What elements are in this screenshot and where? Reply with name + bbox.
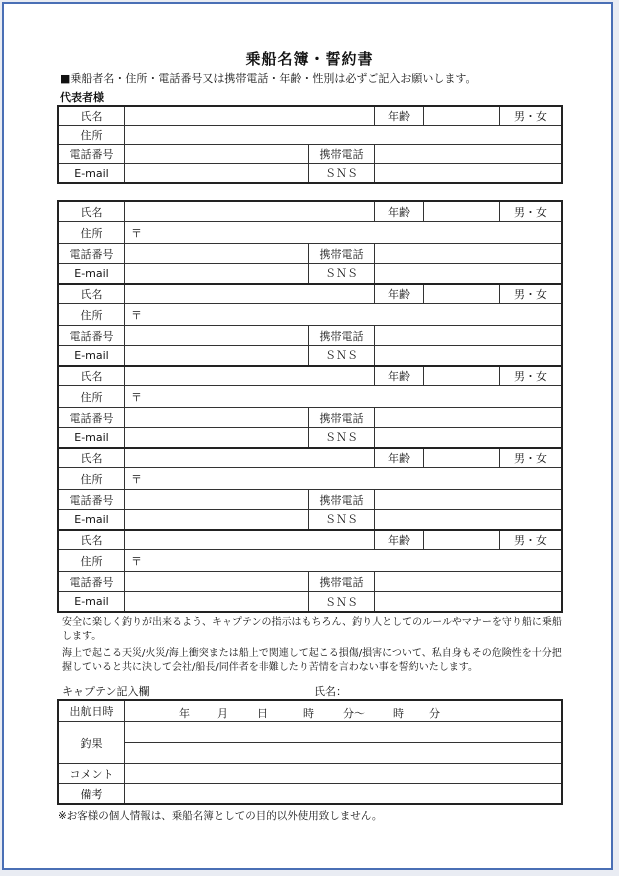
sns-label: ＳＮＳ: [309, 264, 375, 284]
age-label: 年齢: [375, 202, 424, 222]
gender-field[interactable]: 男・女: [500, 530, 562, 550]
passenger-address-row: [59, 386, 562, 408]
catch-field-1[interactable]: [125, 722, 562, 743]
phone-label: 電話番号: [59, 326, 125, 346]
address-field[interactable]: [125, 468, 562, 490]
address-field[interactable]: [125, 222, 562, 244]
sns-label: ＳＮＳ: [309, 346, 375, 366]
sns-field[interactable]: [375, 592, 562, 612]
phone-field[interactable]: [125, 490, 309, 510]
email-field[interactable]: [125, 592, 309, 612]
name-label: 氏名: [59, 202, 125, 222]
mobile-field[interactable]: [375, 244, 562, 264]
address-label: 住所: [59, 550, 125, 572]
age-field[interactable]: [424, 284, 500, 304]
passenger-email-row: [59, 592, 562, 612]
passenger-name-row: [59, 448, 562, 468]
minute-unit-2: 分: [429, 706, 440, 720]
phone-field[interactable]: [125, 572, 309, 592]
captain-table: [58, 700, 562, 804]
passenger-email-row: [59, 428, 562, 448]
email-field[interactable]: [125, 346, 309, 366]
phone-label: 電話番号: [59, 408, 125, 428]
passenger-name-row: [59, 202, 562, 222]
passenger-phone-row: [59, 326, 562, 346]
notice-text: ■乗船者名・住所・電話番号又は携帯電話・年齢・性別は必ずご記入お願いします。: [60, 72, 477, 85]
address-field[interactable]: [125, 386, 562, 408]
name-field[interactable]: [125, 107, 375, 126]
name-field[interactable]: [125, 284, 375, 304]
age-label: 年齢: [375, 448, 424, 468]
sns-label: ＳＮＳ: [309, 592, 375, 612]
address-field[interactable]: [125, 126, 562, 145]
sns-field[interactable]: [375, 510, 562, 530]
address-label: 住所: [59, 222, 125, 244]
mobile-field[interactable]: [375, 408, 562, 428]
catch-label: 釣果: [59, 722, 125, 764]
hour-unit-2: 時: [393, 706, 404, 720]
passenger-address-row: [59, 304, 562, 326]
sns-label: ＳＮＳ: [309, 164, 375, 183]
name-label: 氏名: [59, 284, 125, 304]
remarks-label: 備考: [59, 784, 125, 804]
sns-label: ＳＮＳ: [309, 510, 375, 530]
address-label: 住所: [59, 126, 125, 145]
passenger-phone-row: [59, 572, 562, 592]
email-field[interactable]: [125, 164, 309, 183]
name-label: 氏名: [59, 107, 125, 126]
name-field[interactable]: [125, 366, 375, 386]
passenger-phone-row: [59, 490, 562, 510]
age-label: 年齢: [375, 530, 424, 550]
month-unit: 月: [217, 706, 228, 720]
page-title: 乗船名簿・誓約書: [245, 50, 374, 68]
phone-field[interactable]: [125, 145, 309, 164]
mobile-field[interactable]: [375, 490, 562, 510]
name-label: 氏名: [59, 530, 125, 550]
name-label: 氏名: [59, 366, 125, 386]
phone-label: 電話番号: [59, 490, 125, 510]
gender-field[interactable]: 男・女: [500, 202, 562, 222]
sns-label: ＳＮＳ: [309, 428, 375, 448]
hour-unit-1: 時: [303, 706, 314, 720]
comment-field[interactable]: [125, 764, 562, 784]
representative-label: 代表者様: [60, 91, 104, 104]
postal-mark: 〒: [131, 308, 142, 322]
passenger-address-row: [59, 222, 562, 244]
mobile-label: 携帯電話: [309, 572, 375, 592]
passenger-address-row: [59, 468, 562, 490]
postal-mark: 〒: [131, 472, 142, 486]
mobile-label: 携帯電話: [309, 326, 375, 346]
catch-field-2[interactable]: [125, 743, 562, 764]
departure-label: 出航日時: [59, 701, 125, 722]
name-label: 氏名: [59, 448, 125, 468]
passenger-email-row: [59, 346, 562, 366]
address-label: 住所: [59, 468, 125, 490]
sns-field[interactable]: [375, 428, 562, 448]
mobile-label: 携帯電話: [309, 408, 375, 428]
age-field[interactable]: [424, 530, 500, 550]
passenger-email-row: [59, 264, 562, 284]
passenger-name-row: [59, 366, 562, 386]
pledge-paragraph-2: 海上で起こる天災/火災/海上衝突または船上で関連して起こる損傷/損害について、私自身もその危険性を十分把握していると共に決して会社/船長/同伴者を非難したり苦情を言わない事を誓約いたします。: [62, 648, 562, 673]
captain-section-label: キャプテン記入欄: [62, 685, 150, 698]
age-field[interactable]: [424, 107, 500, 126]
privacy-footnote: ※お客様の個人情報は、乗船名簿としての目的以外使用致しません。: [58, 810, 383, 822]
pledge-paragraph-1: 安全に楽しく釣りが出来るよう、キャプテンの指示はもちろん、釣り人としてのルールやマナーを守り船に乗船します。: [62, 617, 562, 642]
passenger-email-row: [59, 510, 562, 530]
age-field[interactable]: [424, 366, 500, 386]
phone-label: 電話番号: [59, 572, 125, 592]
remarks-field[interactable]: [125, 784, 562, 804]
email-label: E-mail: [59, 592, 125, 612]
captain-name-label: 氏名：: [314, 685, 347, 698]
gender-field[interactable]: 男・女: [500, 366, 562, 386]
age-field[interactable]: [424, 448, 500, 468]
passengers-table: [58, 201, 562, 612]
mobile-label: 携帯電話: [309, 490, 375, 510]
email-field[interactable]: [125, 510, 309, 530]
mobile-field[interactable]: [375, 145, 562, 164]
age-field[interactable]: [424, 202, 500, 222]
comment-label: コメント: [59, 764, 125, 784]
minute-unit-1: 分～: [343, 706, 365, 720]
address-field[interactable]: [125, 550, 562, 572]
mobile-field[interactable]: [375, 572, 562, 592]
phone-field[interactable]: [125, 326, 309, 346]
email-label: E-mail: [59, 428, 125, 448]
age-label: 年齢: [375, 366, 424, 386]
postal-mark: 〒: [131, 554, 142, 568]
passenger-phone-row: [59, 408, 562, 428]
age-label: 年齢: [375, 107, 424, 126]
phone-field[interactable]: [125, 244, 309, 264]
email-label: E-mail: [59, 346, 125, 366]
postal-mark: 〒: [131, 390, 142, 404]
address-label: 住所: [59, 386, 125, 408]
name-field[interactable]: [125, 530, 375, 550]
postal-mark: 〒: [131, 226, 142, 240]
mobile-field[interactable]: [375, 326, 562, 346]
sns-field[interactable]: [375, 164, 562, 183]
passenger-address-row: [59, 550, 562, 572]
email-label: E-mail: [59, 264, 125, 284]
phone-label: 電話番号: [59, 145, 125, 164]
passenger-name-row: [59, 530, 562, 550]
passenger-name-row: [59, 284, 562, 304]
mobile-label: 携帯電話: [309, 244, 375, 264]
departure-field[interactable]: [125, 701, 562, 722]
representative-table: [58, 106, 562, 183]
phone-label: 電話番号: [59, 244, 125, 264]
age-label: 年齢: [375, 284, 424, 304]
address-label: 住所: [59, 304, 125, 326]
day-unit: 日: [257, 706, 268, 720]
phone-field[interactable]: [125, 408, 309, 428]
mobile-label: 携帯電話: [309, 145, 375, 164]
email-field[interactable]: [125, 264, 309, 284]
address-field[interactable]: [125, 304, 562, 326]
name-field[interactable]: [125, 448, 375, 468]
year-unit: 年: [179, 706, 190, 720]
passenger-phone-row: [59, 244, 562, 264]
sns-field[interactable]: [375, 264, 562, 284]
email-label: E-mail: [59, 510, 125, 530]
name-field[interactable]: [125, 202, 375, 222]
gender-field[interactable]: 男・女: [500, 284, 562, 304]
gender-field[interactable]: 男・女: [500, 107, 562, 126]
sns-field[interactable]: [375, 346, 562, 366]
gender-field[interactable]: 男・女: [500, 448, 562, 468]
email-label: E-mail: [59, 164, 125, 183]
email-field[interactable]: [125, 428, 309, 448]
